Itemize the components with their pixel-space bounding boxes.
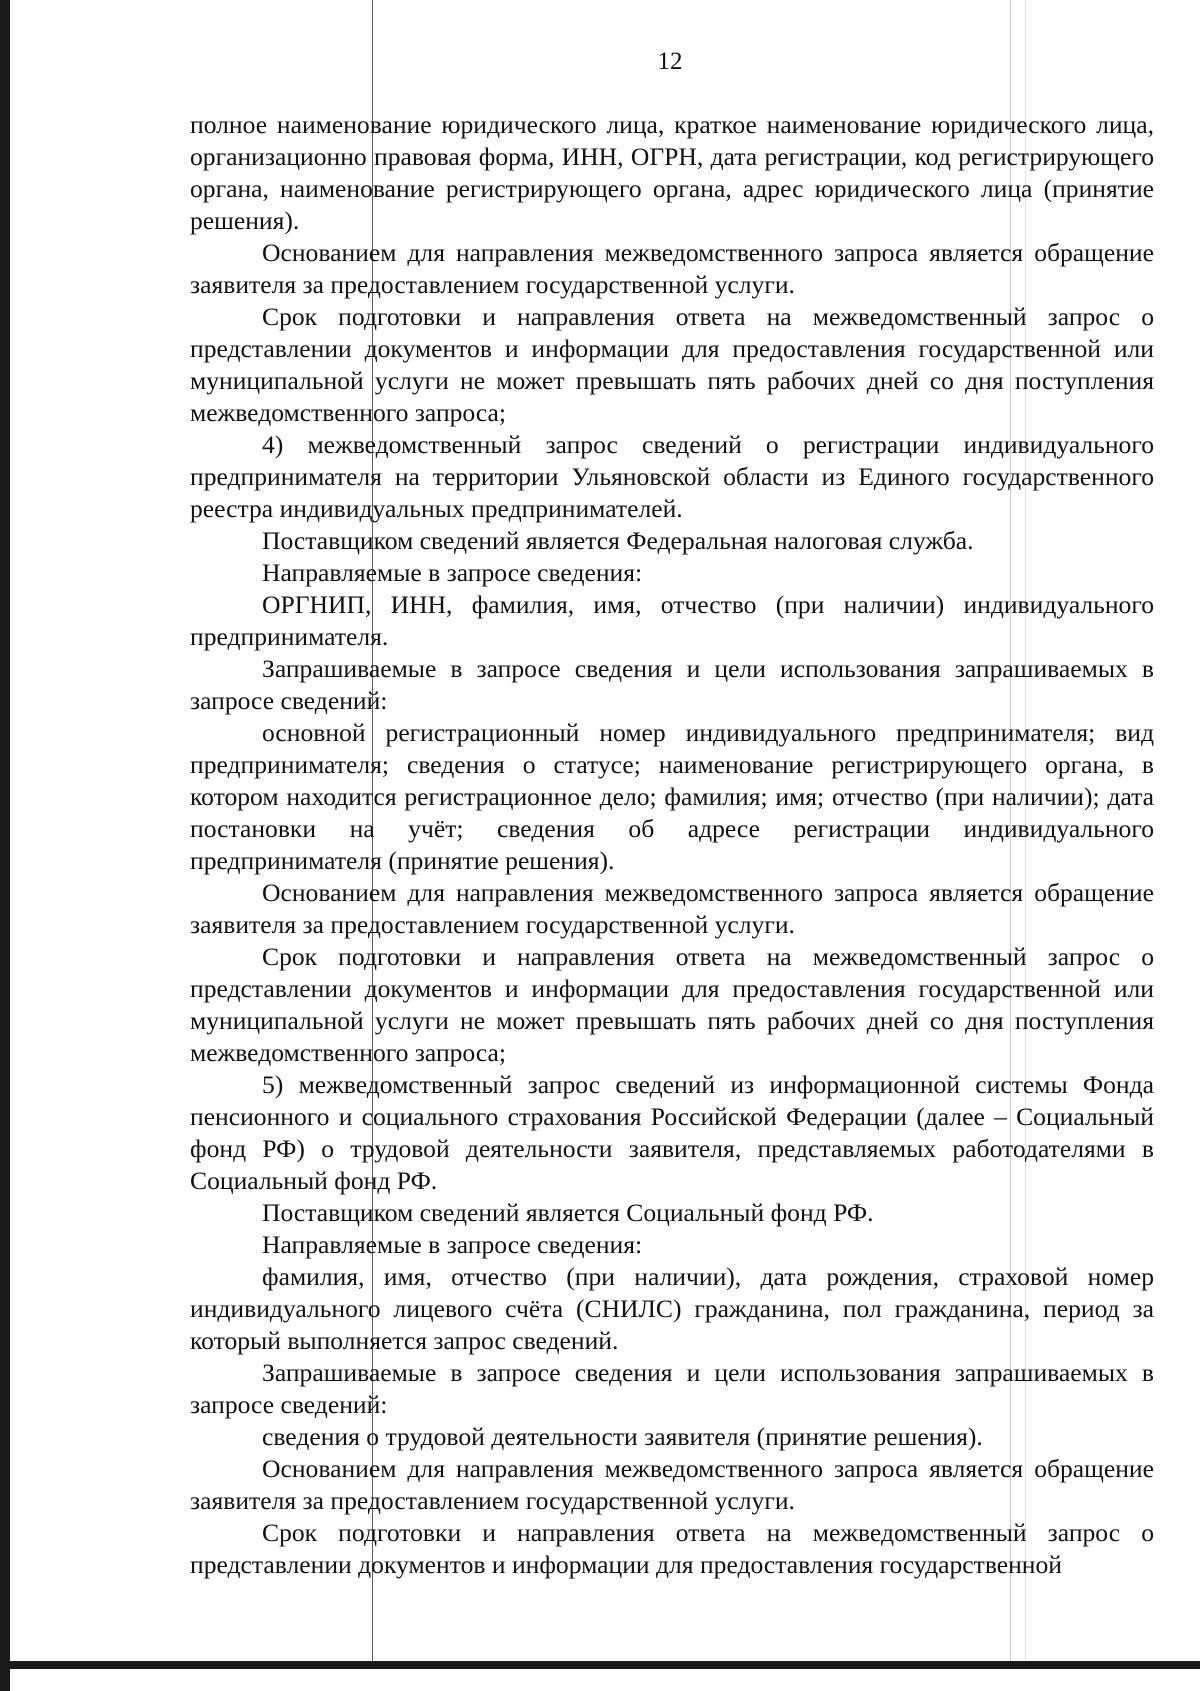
paragraph-sent-data-heading: Направляемые в запросе сведения: xyxy=(262,558,643,587)
paragraph-requested-data: основной регистрационный номер индивидуального предпринимателя; вид предпринимателя; сведения о статусе; наименование регистрирующего органа, в котором находится регистрационное дело; фамилия; имя; отчество (при наличии); дата постановки на учёт; сведения об адресе регистрации индивидуального предпринимателя (принятие решения). xyxy=(190,718,1154,875)
document-body xyxy=(190,109,1154,1581)
paragraph-requested-data-heading: Запрашиваемые в запросе сведения и цели использования запрашиваемых в запросе сведений: xyxy=(190,1358,1154,1419)
paragraph-sent-data-heading: Направляемые в запросе сведения: xyxy=(262,1230,643,1259)
paragraph-deadline: Срок подготовки и направления ответа на межведомственный запрос о представлении документов и информации для предоставления государственной или муниципальной услуги не может превышать пять рабочих дней со дня поступления межведомственного запроса; xyxy=(190,302,1154,427)
paragraph-basis: Основанием для направления межведомственного запроса является обращение заявителя за предоставлением государственной услуги. xyxy=(190,878,1154,939)
paragraph-item-5: 5) межведомственный запрос сведений из информационной системы Фонда пенсионного и социального страхования Российской Федерации (далее – Социальный фонд РФ) о трудовой деятельности заявителя, представляемых работодателями в Социальный фонд РФ. xyxy=(190,1070,1154,1195)
paragraph-supplier: Поставщиком сведений является Федеральная налоговая служба. xyxy=(262,526,974,555)
paragraph-deadline: Срок подготовки и направления ответа на межведомственный запрос о представлении документов и информации для предоставления государственной или муниципальной услуги не может превышать пять рабочих дней со дня поступления межведомственного запроса; xyxy=(190,942,1154,1067)
paragraph-sent-data: ОРГНИП, ИНН, фамилия, имя, отчество (при наличии) индивидуального предпринимателя. xyxy=(190,590,1154,651)
paragraph-sent-data: фамилия, имя, отчество (при наличии), дата рождения, страховой номер индивидуального лицевого счёта (СНИЛС) гражданина, пол гражданина, период за который выполняется запрос сведений. xyxy=(190,1262,1154,1355)
scan-edge-left xyxy=(0,0,10,1691)
paragraph-requested-data-heading: Запрашиваемые в запросе сведения и цели использования запрашиваемых в запросе сведений: xyxy=(190,654,1154,715)
paragraph-basis: Основанием для направления межведомственного запроса является обращение заявителя за предоставлением государственной услуги. xyxy=(190,1454,1154,1515)
paragraph-item-4: 4) межведомственный запрос сведений о регистрации индивидуального предпринимателя на территории Ульяновской области из Единого государственного реестра индивидуальных предпринимателей. xyxy=(190,430,1154,523)
paragraph-supplier: Поставщиком сведений является Социальный фонд РФ. xyxy=(262,1198,874,1227)
paragraph-basis: Основанием для направления межведомственного запроса является обращение заявителя за предоставлением государственной услуги. xyxy=(190,238,1154,299)
page-number: 12 xyxy=(657,48,683,75)
scan-edge-bottom xyxy=(0,1661,1200,1669)
paragraph-legal-entity-fields: полное наименование юридического лица, краткое наименование юридического лица, организационно правовая форма, ИНН, ОГРН, дата регистрации, код регистрирующего органа, наименование регистрирующего органа, адрес юридического лица (принятие решения). xyxy=(190,110,1154,235)
paragraph-requested-data: сведения о трудовой деятельности заявителя (принятие решения). xyxy=(262,1422,983,1451)
paragraph-deadline: Срок подготовки и направления ответа на межведомственный запрос о представлении документов и информации для предоставления государственной xyxy=(190,1518,1154,1579)
